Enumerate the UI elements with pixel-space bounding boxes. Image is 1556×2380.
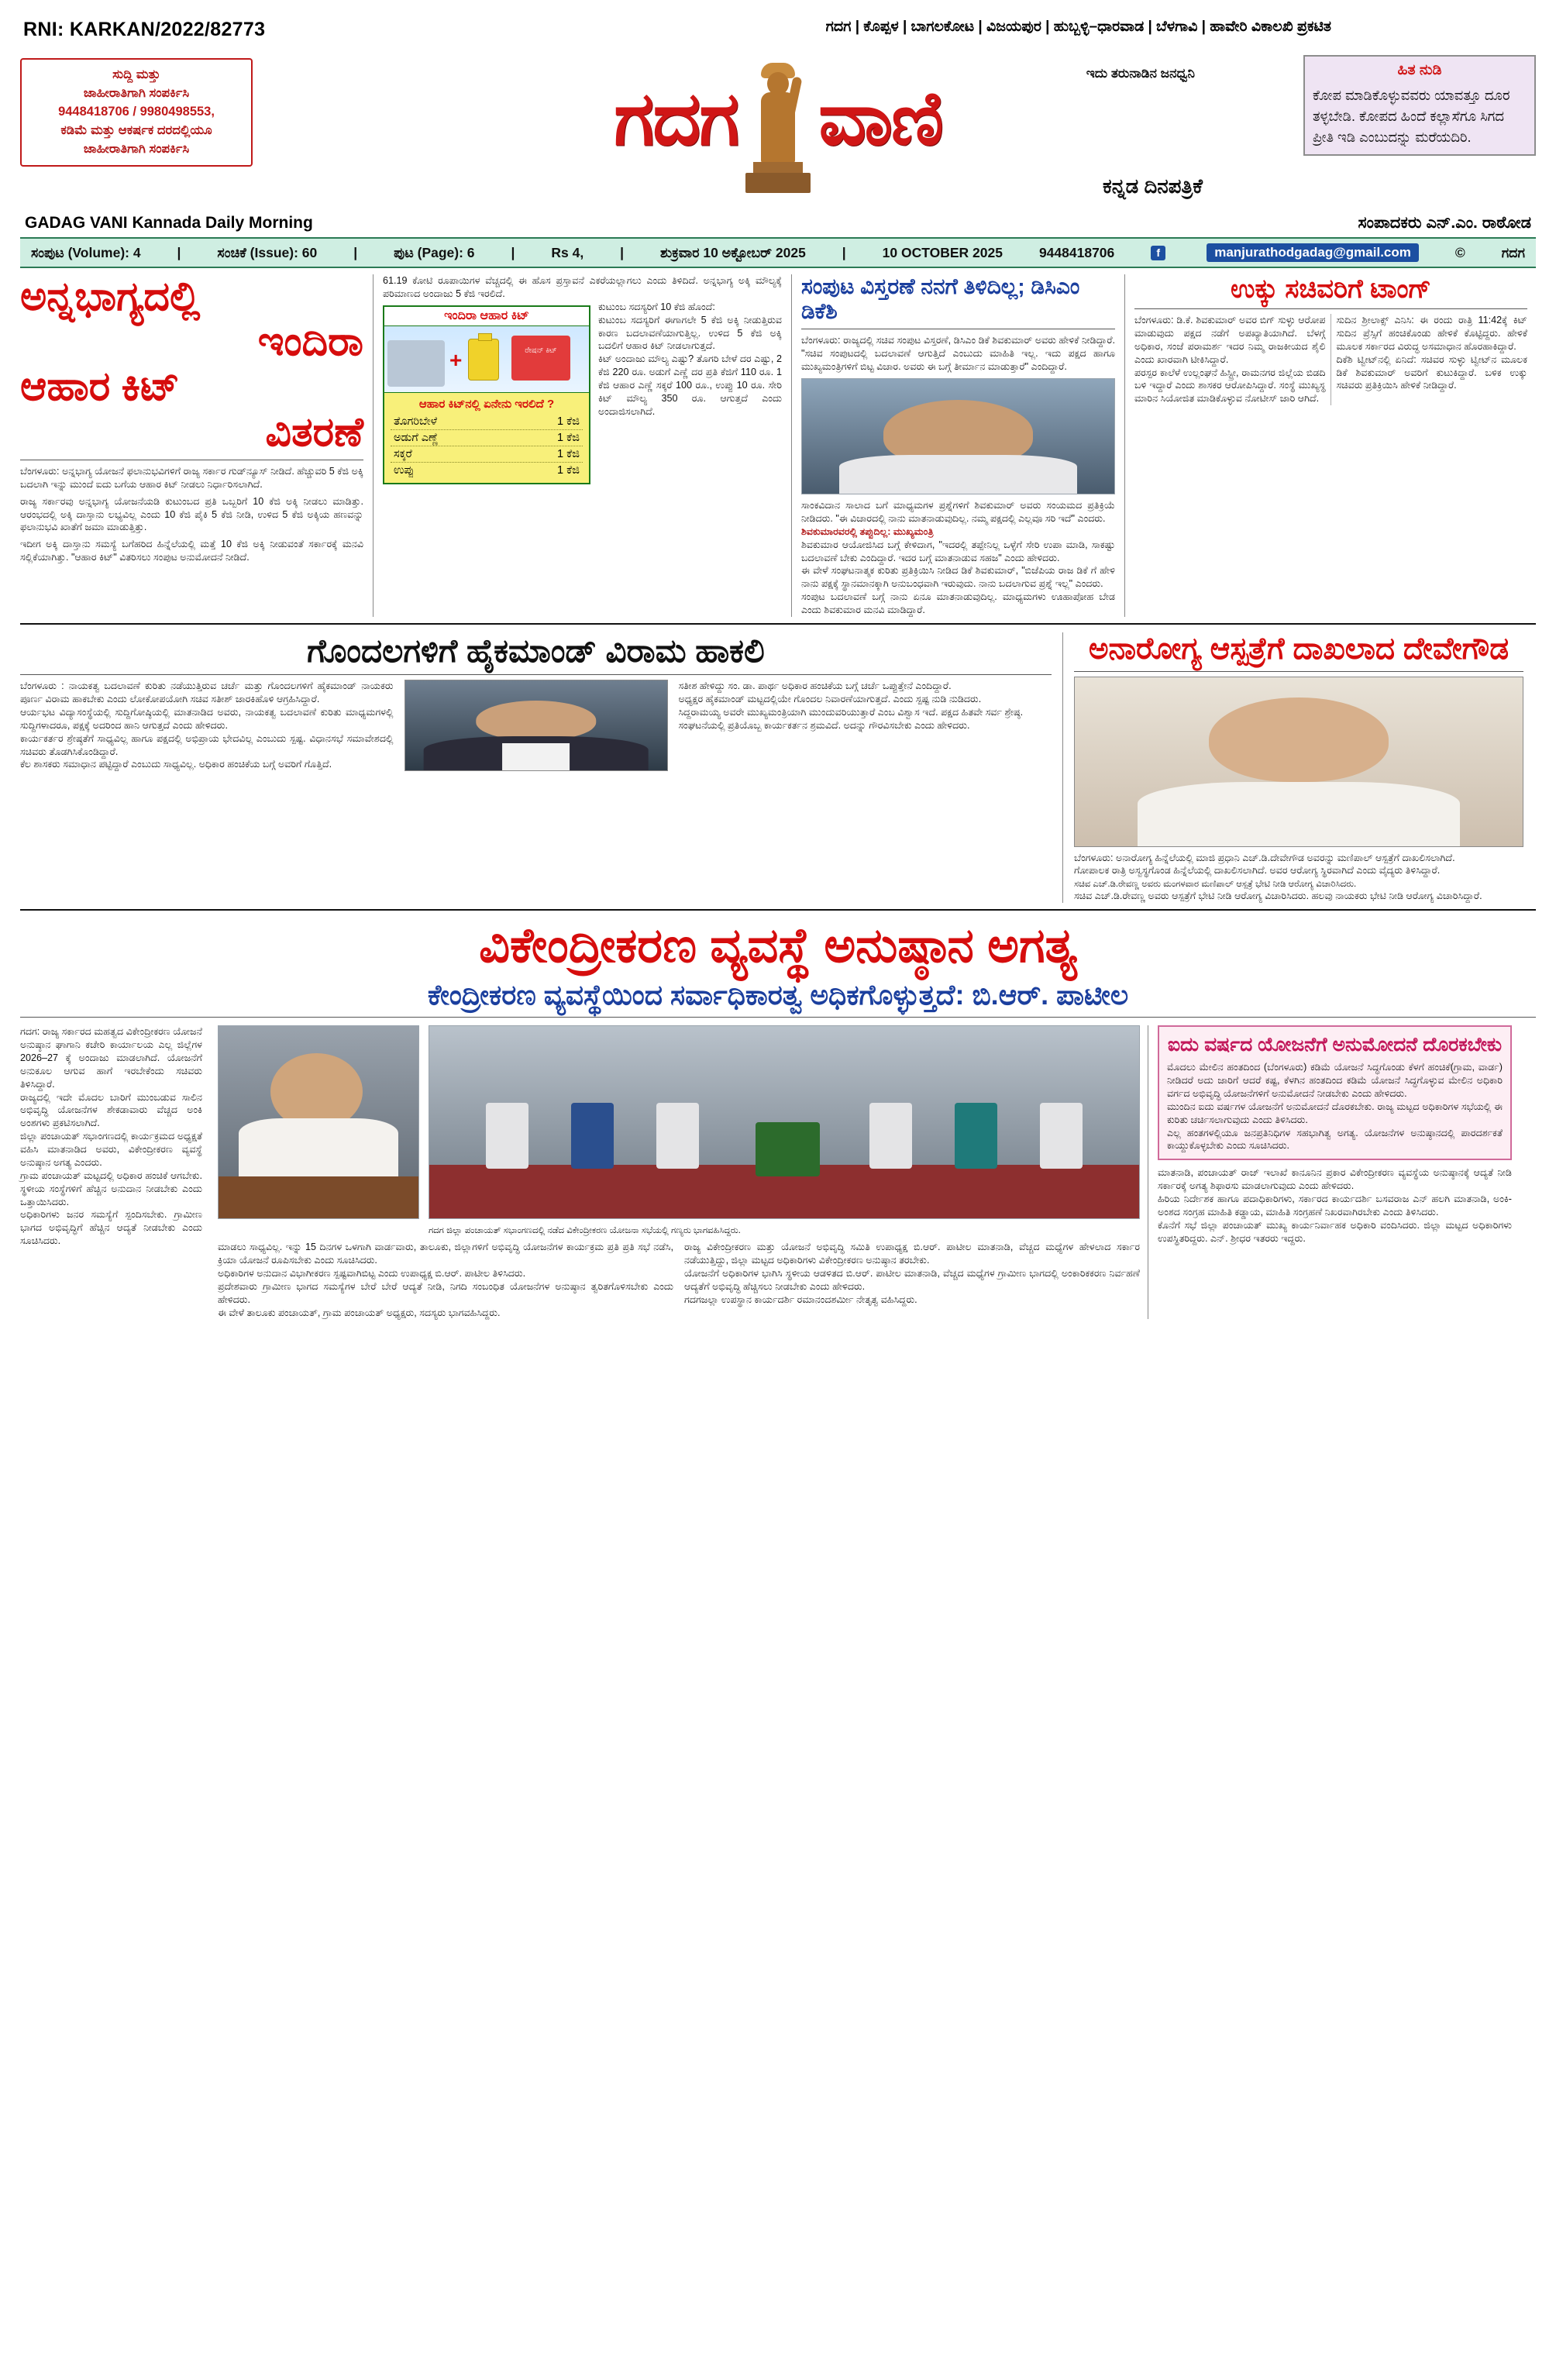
steel-body-0: ಬೆಂಗಳೂರು: ಡಿ.ಕೆ. ಶಿವಕುಮಾರ್ ಅವರ ಬಿಗ್ ಸುಳ್ಳು ಆರೋಪ ಮಾಡುವುದು ಪಕ್ಷದ ನಡೆಗೆ ಅಪಖ್ಯಾತಿಯಾಗಿದೆ. ಬೆಳಗ್ಗೆ ಅಧಿಕಾರ, ಸಂಜೆ ಪರಾಮರ್ಶ ಇದರ ನಿಮ್ಮ ರಾಜಕೀಯದ ಶೈಲಿ ಎಂದು ಖಾರವಾಗಿ ಟೀಕಿಸಿದ್ದಾರೆ. <box>1134 315 1326 365</box>
kit-item-1-qty: 1 ಕೆಜಿ <box>557 431 580 444</box>
dks-body-0: ಬೆಂಗಳೂರು: ರಾಜ್ಯದಲ್ಲಿ ಸಚಿವ ಸಂಪುಟ ವಿಸ್ತರಣೆ, ಡಿಸಿಎಂ ಡಿಕೆ ಶಿವಕುಮಾರ್ ಅವರು ಹೇಳಿಕೆ ನೀಡಿದ್ದಾರೆ. "ಸಚಿವ ಸಂಪುಟದಲ್ಲಿ ಬದಲಾವಣೆ ಆಗುತ್ತಿದೆ ಎಂಬುದು ಮಾಹಿತಿ ಇಲ್ಲ. ಇದು ಪಕ್ಷದ ಹಾಗೂ ಮುಖ್ಯಮಂತ್ರಿಗಳಿಗೆ ಬಿಟ್ಟ ವಿಚಾರ. ಅವರು ಈ ಬಗ್ಗೆ ತೀರ್ಮಾನ ಮಾಡುತ್ತಾರೆ" ಎಂದಿದ್ದಾರೆ. <box>801 335 1115 373</box>
editor-name: ಸಂಪಾದಕರು ಎನ್.ಎಂ. ರಾಠೋಡ <box>1358 214 1531 232</box>
top-strip <box>20 14 1536 43</box>
hit-nudi-title: ಹಿತ ನುಡಿ <box>1397 62 1442 78</box>
logo-word-2: ವಾಣಿ <box>818 77 942 161</box>
kit-question: ಆಹಾರ ಕಿಟ್‌ನಲ್ಲಿ ಏನೇನು ಇರಲಿದೆ ? <box>418 397 555 411</box>
dg-caption: ಸಚಿವ ಎಚ್.ಡಿ.ರೇವಣ್ಣ ಅವರು ಮಂಗಳವಾರ ಮಣಿಪಾಲ್ ಆಸ್ಪತ್ರೆ ಭೇಟಿ ನೀಡಿ ಆರೋಗ್ಯ ವಿಚಾರಿಸಿದರು. <box>1074 880 1357 890</box>
indira-food-kit-box <box>383 305 590 484</box>
sep5: | <box>842 244 846 260</box>
contact-line3: ಕಡಿಮೆ ಮತ್ತು ಆಕರ್ಷಕ ದರದಲ್ಲಿಯೂ ಜಾಹೀರಾತಿಗಾಗಿ ಸಂಪರ್ಕಿಸಿ <box>60 122 212 156</box>
logo-subtitle: ಕನ್ನಡ ದಿನಪತ್ರಿಕೆ <box>1103 174 1203 198</box>
dks-headline: ಸಂಪುಟ ವಿಸ್ತರಣೆ ನನಗೆ ತಿಳಿದಿಲ್ಲ; ಡಿಸಿಎಂ ಡಿಕೆಶಿ <box>801 274 1080 324</box>
kit-item-3-name: ಉಪ್ಪು <box>394 463 415 477</box>
anna-body-2: ಇದೀಗ ಅಕ್ಕಿ ದಾಸ್ತಾನು ಸಮಸ್ಯೆ ಬಗೆಹರಿದ ಹಿನ್ನೆಲೆಯಲ್ಲಿ ಮತ್ತೆ 10 ಕೆಜಿ ಅಕ್ಕಿ ನೀಡುವಂತೆ ಸರ್ಕಾರಕ್ಕೆ ಮನವಿ ಸಲ್ಲಿಕೆಯಾಗಿತ್ತು. "ಆಹಾರ ಕಿಟ್" ವಿತರಿಸಲು ಸಂಪುಟ ಅನುಮೋದನೆ ನೀಡಿದೆ. <box>20 539 363 563</box>
decentral-right-col <box>1148 1025 1512 1319</box>
dc-l-0: ಗದಗ: ರಾಜ್ಯ ಸರ್ಕಾರದ ಮಹತ್ವದ ವಿಕೇಂದ್ರೀಕರಣ ಯೋಜನೆ ಅನುಷ್ಠಾನ ಘಾಗಾನಿ ಕಚೇರಿ ಕಾರ್ಯಾಲಯ ಎಲ್ಲ ಜಿಲ್ಲೆಗಳ 2026–27 ಕ್ಕೆ ಅಂದಾಜು ಮಾಡಲಾಗಿದೆ. ಯೋಜನೆಗೆ ಅನುಕೂಲ ಆಗುವ ಹಾಗೆ ಇರಬೇಕೆಂದು ಸಚಿವರು ತಿಳಿಸಿದ್ದಾರೆ. <box>20 1026 202 1090</box>
speaker-podium-photo <box>218 1025 419 1219</box>
steel-body-1: ಪರಸ್ಪರ ಕಾಲೆಳೆ ಉಲ್ಲಂಘನೆ ಹಿಸ್ಟ್ರೀ, ರಾಮನಗರ ಜಿಲ್ಲೆಯ ಬಿಡದಿ ಬಳಿ ಇದ್ದಾರೆ ಎಂದು ಶಾಸಕರ ಆರೋಪಿಸಿದ್ದಾರೆ. ಸಂಸ್ಥೆ ಮುಖ್ಯಸ್ಥ ಮಾರಿನ ಸಿಯೋಜಿತ ಮಾಡಿಕೊಳ್ಳುವ ನೋಟೀಸ್ ಜಾರಿ ಆಗಿದೆ. <box>1134 367 1326 405</box>
kit-item-0 <box>391 414 583 430</box>
edition-list: ಗದಗ | ಕೊಪ್ಪಳ | ಬಾಗಲಕೋಟ | ವಿಜಯಪುರ | ಹುಬ್ಬಳ್ಳಿ–ಧಾರವಾಡ | ಬೆಳಗಾವಿ | ಹಾವೇರಿ ವಿಕಾಲಖಿ ಪ್ರಕಟಿತ <box>825 19 1331 35</box>
fy-tail-1: ಹಿರಿಯ ನಿರ್ದೇಶಕ ಹಾಗೂ ಪದಾಧಿಕಾರಿಗಳು, ಸರ್ಕಾರದ ಕಾರ್ಯದರ್ಶಿ ಬಸವರಾಜ ಎನ್ ಹಲಗಿ ಮಾತನಾಡಿ, ಅಂಕಿ-ಅಂಶದ ಸಂಗ್ರಹ ಮಾಹಿತಿ ಕಡ್ಡಾಯ, ಮಾಹಿತಿ ಸಂಗ್ರಹಣೆ ನಿಖರವಾಗಿರಬೇಕು ಎಂದು ತಿಳಿಸಿದರು. <box>1158 1193 1512 1218</box>
dks-sub-head: ಶಿವಕುಮಾರವರಲ್ಲಿ ತಪ್ಪುದಿಲ್ಲ: ಮುಖ್ಯಮಂತ್ರಿ <box>801 525 934 537</box>
dc-m2-1: ಯೋಜನೆಗೆ ಅಧಿಕಾರಿಗಳ ಭಾಗಿಸಿ ಸ್ಥಳೀಯ ಆಡಳಿತದ ಬಿ.ಆರ್. ಪಾಟೀಲ ಮಾತನಾಡಿ, ವೆಚ್ಚದ ಮಧ್ಯೆಗಳ ಗ್ರಾಮೀಣ ಭಾಗದಲ್ಲಿ ಅಂಕಾರಿಕಕರಣ ನಿರ್ವಹಣೆ ಆದ್ಯತೆಗೆ ಅಭಿವೃದ್ಧಿ ಹೆಚ್ಚಿಸಲು ನೀಡಬೇಕು ಎಂದು ಹೇಳಿದರು. <box>684 1267 1140 1292</box>
story-devegowda <box>1062 632 1523 903</box>
hc-c1-1: ಆರ್ಯಭಟ ವಿದ್ಯಾಸಂಸ್ಥೆಯಲ್ಲಿ ಸುದ್ದಿಗೋಷ್ಠಿಯಲ್ಲಿ ಮಾತನಾಡಿದ ಅವರು, ನಾಯಕತ್ವ ಬದಲಾವಣೆ ಕುರಿತು ಮಾಧ್ಯಮಗಳಲ್ಲಿ ಸುದ್ದಿಗಳಾದರೂ, ಪಕ್ಷಕ್ಕೆ ಅದರಿಂದ ಹಾನಿ ಆಗುತ್ತದೆ ಎಂದು ಹೇಳಿದರು. <box>20 706 394 731</box>
decentral-left-col <box>20 1025 210 1319</box>
hc-c2-3: ಸಂಘಟನೆಯಲ್ಲಿ ಪ್ರತಿಯೊಬ್ಬ ಕಾರ್ಯಕರ್ತನ ಶ್ರಮವಿದೆ. ಅದನ್ನು ಗೌರವಿಸಬೇಕು ಎಂದು ಹೇಳಿದರು. <box>678 719 970 731</box>
dc-l-3: ಗ್ರಾಮ ಪಂಚಾಯತ್ ಮಟ್ಟದಲ್ಲಿ ಅಧಿಕಾರ ಹಂಚಿಕೆ ಆಗಬೇಕು. ಸ್ಥಳೀಯ ಸಂಸ್ಥೆಗಳಿಗೆ ಹೆಚ್ಚಿನ ಅನುದಾನ ನೀಡಬೇಕು ಎಂದು ಒತ್ತಾಯಿಸಿದರು. <box>20 1169 202 1207</box>
contact-box <box>20 58 253 167</box>
kit-item-1 <box>391 430 583 446</box>
fy-tail-2: ಕೊನೆಗೆ ಸಭೆ ಜಿಲ್ಲಾ ಪಂಚಾಯತ್ ಮುಖ್ಯ ಕಾರ್ಯನಿರ್ವಾಹಕ ಅಧಿಕಾರಿ ವಂದಿಸಿದರು. ಜಿಲ್ಲಾ ಮಟ್ಟದ ಅಧಿಕಾರಿಗಳು ಉಪಸ್ಥಿತರಿದ್ದರು. ಎನ್. ಶ್ರೀಧರ ಇತರರು ಇದ್ದರು. <box>1158 1219 1512 1244</box>
decentral-headline: ವಿಕೇಂದ್ರೀಕರಣ ವ್ಯವಸ್ಥೆ ಅನುಷ್ಠಾನ ಅಗತ್ಯ <box>479 919 1077 973</box>
story-anna-kit-column <box>373 274 791 617</box>
kit-contents-list <box>384 393 589 483</box>
anna-body-1: ರಾಜ್ಯ ಸರ್ಕಾರವು ಅನ್ನಭಾಗ್ಯ ಯೋಜನೆಯಡಿ ಕುಟುಂಬದ ಪ್ರತಿ ಒಬ್ಬರಿಗೆ 10 ಕೆಜಿ ಅಕ್ಕಿ ನೀಡಲು ಮಾಡಿತ್ತು. ಆರಂಭದಲ್ಲಿ ಅಕ್ಕಿ ದಾಸ್ತಾನು ಲಭ್ಯವಿಲ್ಲ ಎಂದು 10 ಕೆಜಿ ಪೈಕಿ 5 ಕೆಜಿ ನೀಡಿ, ಉಳಿದ 5 ಕೆಜಿ ಅಕ್ಕಿಯ ಹಣವನ್ನು ಫಲಾನುಭವಿ ಖಾತೆಗೆ ಜಮಾ ಮಾಡುತ್ತಿತ್ತು. <box>20 495 363 533</box>
fb-page-name: ಗದಗ <box>1501 244 1525 260</box>
top-stories-row <box>20 274 1536 617</box>
anna-col3-body-1: ಕಿಟ್ ಅಂದಾಜು ಮೌಲ್ಯ ಎಷ್ಟು? ತೊಗರಿ ಬೇಳೆ ದರ ಎಷ್ಟು, 2 ಕೆಜಿ 220 ರೂ. ಅಡುಗೆ ಎಣ್ಣೆ ದರ ಪ್ರತಿ ಕೆಜಿಗೆ 110 ರೂ. 1 ಕೆಜಿ ಆಹಾರ ಎಣ್ಣೆ ಸಕ್ಕರೆ 100 ರೂ., ಉಪ್ಪು 10 ರೂ. ಸೇರಿ ಕಿಟ್ ಮೌಲ್ಯ 350 ರೂ. ಆಗುತ್ತದೆ ಎಂದು ಅಂದಾಜಿಸಲಾಗಿದೆ. <box>598 353 782 417</box>
kit-item-2 <box>391 446 583 463</box>
story-decentralisation <box>20 918 1536 1319</box>
dg-body-1: ಗೋಪಾಲಕ ರಾತ್ರಿ ಅಸ್ವಸ್ಥಗೊಂಡ ಹಿನ್ನೆಲೆಯಲ್ಲಿ ದಾಖಲಿಸಲಾಗಿದೆ. ಅವರ ಆರೋಗ್ಯ ಸ್ಥಿರವಾಗಿದೆ ಎಂದು ವೈದ್ಯರು ತಿಳಿಸಿದ್ದಾರೆ. <box>1074 865 1441 877</box>
anna-headline-l2: ಇಂದಿರಾ <box>257 319 363 365</box>
devegowda-headline: ಅನಾರೋಗ್ಯ ಆಸ್ಪತ್ರೆಗೆ ದಾಖಲಾದ ದೇವೇಗೌಡ <box>1088 632 1510 666</box>
fy-p-2: ಎಲ್ಲ ಹಂತಗಳಲ್ಲಿಯೂ ಜನಪ್ರತಿನಿಧಿಗಳ ಸಹಭಾಗಿತ್ವ ಅಗತ್ಯ. ಯೋಜನೆಗಳ ಅನುಷ್ಠಾನದಲ್ಲಿ ಪಾರದರ್ಶಕತೆ ಕಾಯ್ದುಕೊಳ್ಳಬೇಕು ಎಂದು ಸೂಚಿಸಿದರು. <box>1167 1127 1503 1152</box>
anna-headline-l3: ಆಹಾರ ಕಿಟ್ <box>20 364 180 410</box>
five-year-plan-box <box>1158 1025 1512 1160</box>
date-kannada: ಶುಕ್ರವಾರ 10 ಅಕ್ಟೋಬರ್ 2025 <box>660 244 806 260</box>
hit-nudi-text: ಕೋಪ ಮಾಡಿಕೊಳ್ಳುವವರು ಯಾವತ್ತೂ ದೂರ ತಳ್ಳಬೇಡಿ. ಕೋಪದ ಹಿಂದೆ ಕಲ್ಲಾಸೆಗೂ ಸಿಗದ ಪ್ರೀತಿ ಇಡಿ ಎಂಬುದನ್ನು ಮರೆಯದಿರಿ. <box>1313 87 1510 145</box>
dc-m2-2: ಗದಗಜಲ್ಲಾ ಉಪಸ್ಥಾನ ಕಾರ್ಯದರ್ಶಿ ರಮಾನಂದಶರ್ಮೀ ನೇತೃತ್ವ ವಹಿಸಿದ್ದರು. <box>684 1293 917 1305</box>
info-bar <box>20 237 1536 268</box>
anna-col3-head: ಕುಟುಂಬ ಸದಸ್ಯರಿಗೆ 10 ಕೆಜಿ ಹೊಂದೆ: <box>598 301 715 312</box>
rni-number: RNI: KARKAN/2022/82773 <box>23 19 266 40</box>
hc-c2-0: ಸತೀಶ ಹೇಳಿದ್ದು ಸಂ. ಡಾ. ಪಾರ್ಥ ಅಧಿಕಾರ ಹಂಚಿಕೆಯ ಬಗ್ಗೆ ಚರ್ಚೆ ಒಪ್ಪುತ್ತೇನೆ ಎಂದಿದ್ದಾರೆ. <box>678 680 952 692</box>
decentral-mid-col <box>210 1025 1148 1319</box>
dc-m1-3: ಈ ವೇಳೆ ತಾಲೂಕು ಪಂಚಾಯತ್, ಗ್ರಾಮ ಪಂಚಾಯತ್ ಅಧ್ಯಕ್ಷರು, ಸದಸ್ಯರು ಭಾಗವಹಿಸಿದ್ದರು. <box>218 1307 501 1318</box>
hc-c1-0: ಬೆಂಗಳೂರು : ನಾಯಕತ್ವ ಬದಲಾವಣೆ ಕುರಿತು ನಡೆಯುತ್ತಿರುವ ಚರ್ಚೆ ಮತ್ತು ಗೊಂದಲಗಳಿಗೆ ಹೈಕಮಾಂಡ್ ನಾಯಕರು ಪೂರ್ಣ ವಿರಾಮ ಹಾಕಬೇಕು ಎಂದು ಲೋಕೋಪಯೋಗಿ ಸಚಿವ ಸತೀಶ್ ಜಾರಕಿಹೊಳಿ ಆಗ್ರಹಿಸಿದ್ದಾರೆ. <box>20 680 394 705</box>
hc-c2-2: ಸಿದ್ದರಾಮಯ್ಯ ಅವರೇ ಮುಖ್ಯಮಂತ್ರಿಯಾಗಿ ಮುಂದುವರಿಯುತ್ತಾರೆ ಎಂಬ ವಿಶ್ವಾಸ ಇದೆ. ಪಕ್ಷದ ಹಿತವೇ ಸರ್ವ ಶ್ರೇಷ್ಠ. <box>678 706 1024 718</box>
english-title: GADAG VANI Kannada Daily Morning <box>25 214 313 232</box>
story-steel-minister <box>1124 274 1527 617</box>
logo-tagline: ಇದು ತರುನಾಡಿನ ಜನಧ್ವನಿ <box>1086 66 1195 81</box>
ration-kit-pack-label: ರೇಷನ್ ಕಿಟ್ <box>511 336 570 381</box>
story-anna-bhagya <box>20 274 373 617</box>
dc-l-2: ಜಿಲ್ಲಾ ಪಂಚಾಯತ್ ಸಭಾಂಗಣದಲ್ಲಿ ಕಾರ್ಯಕ್ರಮದ ಅಧ್ಯಕ್ಷತೆ ವಹಿಸಿ ಮಾತನಾಡಿದ ಅವರು, ವಿಕೇಂದ್ರೀಕರಣ ವ್ಯವಸ್ಥೆ ಅನುಷ್ಠಾನ ಅಗತ್ಯ ಎಂದರು. <box>20 1131 202 1168</box>
event-stage-photo <box>429 1025 1140 1219</box>
steel-headline: ಉಕ್ಕು ಸಚಿವರಿಗೆ ಟಾಂಗ್ <box>1231 274 1431 304</box>
anna-lead: ಬೆಂಗಳೂರು: ಅನ್ನಭಾಗ್ಯ ಯೋಜನೆ ಫಲಾನುಭವಿಗಳಿಗೆ ರಾಜ್ಯ ಸರ್ಕಾರ ಗುಡ್‌ನ್ಯೂಸ್ ನೀಡಿದೆ. ಹೆಚ್ಚುವರಿ 5 ಕೆಜಿ ಅಕ್ಕಿ ಬದಲಾಗಿ ಇನ್ನು ಮುಂದೆ ಐದು ಬಗೆಯ ಆಹಾರ ಕಿಟ್ ನೀಡಲು ನಿರ್ಧಾರಿಸಲಾಗಿದೆ. <box>20 465 363 490</box>
dg-body-0: ಬೆಂಗಳೂರು: ಅನಾರೋಗ್ಯ ಹಿನ್ನೆಲೆಯಲ್ಲಿ ಮಾಜಿ ಪ್ರಧಾನಿ ಎಚ್.ಡಿ.ದೇವೇಗೌಡ ಅವರನ್ನು ಮಣಿಪಾಲ್ ಆಸ್ಪತ್ರೆಗೆ ದಾಖಲಿಸಲಾಗಿದೆ. <box>1074 852 1455 863</box>
dks-sub-1: ಈ ವೇಳೆ ಸಂಘಟನಾತ್ಮಕ ಕುರಿತು ಪ್ರತಿಕ್ರಿಯಿಸಿ ನೀಡಿದ ಡಿಕೆ ಶಿವಕುಮಾರ್, "ಬಿಜೆಪಿಯ ರಾಜ ಡಿಕೆ ಗೆ ಹೇಳಿ ನಾನು ಪಕ್ಷಕ್ಕೆ ಸ್ಥಾನಮಾನಕ್ಕಾಗಿ ಅನುಬಂಧವಾಗಿ ಇರುವುದು. ನಾನು ಬದಲಾಗುವ ಪ್ರಶ್ನೆ ಇಲ್ಲ" ಎಂದರು. <box>801 565 1115 590</box>
dc-l-4: ಅಧಿಕಾರಿಗಳು ಜನರ ಸಮಸ್ಯೆಗೆ ಸ್ಪಂದಿಸಬೇಕು. ಗ್ರಾಮೀಣ ಭಾಗದ ಅಭಿವೃದ್ಧಿಗೆ ಹೆಚ್ಚಿನ ಆದ್ಯತೆ ನೀಡಬೇಕು ಎಂದು ಸೂಚಿಸಿದರು. <box>20 1209 202 1247</box>
fy-p-1: ಮುಂದಿನ ಐದು ವರ್ಷಗಳ ಯೋಜನೆಗೆ ಅನುಮೋದನೆ ದೊರಕಬೇಕು. ರಾಜ್ಯ ಮಟ್ಟದ ಅಧಿಕಾರಿಗಳ ಸಭೆಯಲ್ಲಿ ಈ ಕುರಿತು ಚರ್ಚಿಸಲಾಗುವುದು ಎಂದು ತಿಳಿಸಿದರು. <box>1167 1100 1503 1125</box>
kit-item-0-name: ತೊಗರಿಬೇಳೆ <box>394 415 438 428</box>
hc-c2-1: ಅಧ್ಯಕ್ಷರ ಹೈಕಮಾಂಡ್ ಮಟ್ಟದಲ್ಲಿಯೇ ಗೊಂದಲ ನಿವಾರಣೆಯಾಗುತ್ತದೆ. ಎಂದು ಸ್ಪಷ್ಟ ನುಡಿ ನುಡಿದರು. <box>678 694 982 705</box>
dks-body-1: ಸಾಂಕವಿದಾನ ಸಾಲಾದ ಬಗೆ ಮಾಧ್ಯಮಗಳ ಪ್ರಶ್ನೆಗಳಿಗೆ ಶಿವಕುಮಾರ್ ಅವರು ಸಂಯಮದ ಪ್ರತಿಕ್ರಿಯೆ ನೀಡಿದರು. "ಈ ವಿಚಾರದಲ್ಲಿ ನಾನು ಮಾತನಾಡುವುದಿಲ್ಲ. ನಮ್ಮ ಪಕ್ಷದಲ್ಲಿ ಎಲ್ಲವೂ ಸರಿ ಇದೆ" ಎಂದರು. <box>801 500 1115 524</box>
contact-phones: 9448418706 / 9980498553, <box>58 104 215 119</box>
fy-p-0: ಮೊದಲು ಮೇಲಿನ ಹಂತದಿಂದ (ಬೆಂಗಳೂರು) ಕಡಿಮೆ ಯೋಜನೆ ಸಿದ್ಧಗೊಂಡು ಕೆಳಗೆ ಹಂಚಿಕೆ(ಗ್ರಾಮ, ವಾರ್ಡ) ನೀಡಿದರೆ ಅದು ಜಾರಿಗೆ ಆದರೆ ಕಷ್ಟ, ಕೆಳಗಿನ ಹಂತದಿಂದ ಕಡಿಮೆ ಯೋಜನೆ ಸಿದ್ಧಗೊಳ್ಳುವ ಮೇಲಿನ ಅಧಿಕಾರಿ ವರ್ಗದ ಅಭಿವೃದ್ಧಿ ಯೋಜನೆಗಳಿಗೆ ಅನುಮೋದನೆ ನೀಡಬೇಕು ಎಂದು ಹೇಳಿದರು. <box>1167 1062 1503 1099</box>
under-masthead <box>20 212 1536 237</box>
contact-line1: ಸುದ್ದಿ ಮತ್ತು <box>112 67 160 81</box>
story-highcommand <box>20 632 1062 903</box>
anna-headline-l4: ವಿತರಣೆ <box>265 409 363 455</box>
kit-item-2-name: ಸಕ್ಕರೆ <box>394 447 412 460</box>
anna-headline-l1: ಅನ್ನಭಾಗ್ಯದಲ್ಲಿ <box>20 274 201 319</box>
statue-illustration <box>741 46 815 193</box>
five-year-title: ಐದು ವರ್ಷದ ಯೋಜನೆಗೆ ಅನುಮೋದನೆ ದೊರಕಬೇಕು <box>1167 1034 1503 1056</box>
decentral-photo-caption: ಗದಗ ಜಿಲ್ಲಾ ಪಂಚಾಯತ್ ಸಭಾಂಗಣದಲ್ಲಿ ನಡೆದ ವಿಕೇಂದ್ರೀಕರಣ ಯೋಜನಾ ಸಭೆಯಲ್ಲಿ ಗಣ್ಯರು ಭಾಗವಹಿಸಿದ್ದರು. <box>429 1226 741 1236</box>
anna-col3-body-0: ಕುಟುಂಬ ಸದಸ್ಯರಿಗೆ ಈಗಾಗಲೇ 5 ಕೆಜಿ ಅಕ್ಕಿ ನೀಡುತ್ತಿರುವ ಕಾರಣ ಬದಲಾವಣೆಯಾಗುತ್ತಿಲ್ಲ. ಉಳಿದ 5 ಕೆಜಿ ಅಕ್ಕಿ ಬದಲಿಗೆ ಆಹಾರ ಕಿಟ್ ನೀಡಲಾಗುತ್ತದೆ. <box>598 314 782 352</box>
masthead <box>20 46 1536 212</box>
dc-m1-0: ಮಾಡಲು ಸಾಧ್ಯವಿಲ್ಲ. ಇನ್ನು 15 ದಿನಗಳ ಒಳಗಾಗಿ ವಾರ್ಡವಾರು, ತಾಲೂಕು, ಜಿಲ್ಲಾಗಳಿಗೆ ಅಭಿವೃದ್ಧಿ ಯೋಜನೆಗಳ ಕಾರ್ಯಕ್ರಮ ಪ್ರತಿ ಪ್ರತಿ ಸಭೆ ನಡೆಸಿ, ಕ್ರಿಯಾ ಯೋಜನೆ ರೂಪಿಸಬೇಕು ಎಂದು ಸೂಚಿಸಿದರು. <box>218 1242 673 1266</box>
hc-c1-2: ಕಾರ್ಯಕರ್ತರ ಶ್ರೇಷ್ಠತೆಗೆ ಸಾಧ್ಯವಿಲ್ಲ ಹಾಗೂ ಪಕ್ಷದಲ್ಲಿ ಅಭಿಪ್ರಾಯ ಭೇದವಿಲ್ಲ ಎಂಬುದು ಸ್ಪಷ್ಟ. ವಿಧಾನಸಭೆ ಸಮಾವೇಶದಲ್ಲಿ ಸಚಿವರು ತೊಡಗಿಸಿಕೊಂಡಿದ್ದಾರೆ. <box>20 732 394 757</box>
kit-item-3 <box>391 463 583 478</box>
fy-tail-0: ಮಾತನಾಡಿ, ಪಂಚಾಯತ್ ರಾಜ್ ಇಲಾಖೆ ಕಾನೂನಿನ ಪ್ರಕಾರ ವಿಕೇಂದ್ರೀಕರಣ ವ್ಯವಸ್ಥೆಯ ಅನುಷ್ಠಾನಕ್ಕೆ ಆದ್ಯತೆ ನೀಡಿ ಸರ್ಕಾರಕ್ಕೆ ಅಗತ್ಯ ಶಿಫಾರಸು ಮಾಡಲಾಗುವುದು ಎಂದು ಹೇಳಿದರು. <box>1158 1167 1512 1192</box>
kit-item-0-qty: 1 ಕೆಜಿ <box>557 415 580 428</box>
contact-line2: ಜಾಹೀರಾತಿಗಾಗಿ ಸಂಪರ್ಕಿಸಿ <box>83 85 190 100</box>
price-label: Rs 4, <box>551 244 584 260</box>
kit-title: ಇಂದಿರಾ ಆಹಾರ ಕಿಟ್ <box>384 307 589 326</box>
sep2: | <box>353 244 358 260</box>
second-stories-row <box>20 632 1536 903</box>
facebook-icon[interactable]: f <box>1151 246 1165 260</box>
dg-body-2: ಸಚಿವ ಎಚ್.ಡಿ.ರೇವಣ್ಣ ಅವರು ಆಸ್ಪತ್ರೆಗೆ ಭೇಟಿ ನೀಡಿ ಆರೋಗ್ಯ ವಿಚಾರಿಸಿದರು. ಹಲವು ನಾಯಕರು ಭೇಟಿ ನೀಡಿ ಆರೋಗ್ಯ ವಿಚಾರಿಸಿದ್ದಾರೆ. <box>1074 890 1482 902</box>
sep3: | <box>511 244 515 260</box>
hc-c1-3: ಕೆಲ ಶಾಸಕರು ಸಮಾಧಾನ ಪಟ್ಟಿದ್ದಾರೆ ಎಂಬುದು ಸಾಧ್ಯವಿಲ್ಲ. ಅಧಿಕಾರ ಹಂಚಿಕೆಯ ಬಗ್ಗೆ ಅವರಿಗೆ ಗೊತ್ತಿದೆ. <box>20 759 332 770</box>
hit-nudi-box <box>1303 55 1536 156</box>
issue-label: ಸಂಚಿಕೆ (Issue): 60 <box>217 244 318 260</box>
copyright-icon: © <box>1454 244 1465 260</box>
kit-illustration: + ರೇಷನ್ ಕಿಟ್ <box>384 326 589 393</box>
contact-phone: 9448418706 <box>1038 244 1115 260</box>
highcommand-headline: ಗೊಂದಲಗಳಿಗೆ ಹೈಕಮಾಂಡ್ ವಿರಾಮ ಹಾಕಲಿ <box>307 632 765 669</box>
email-link[interactable]: manjurathodgadag@gmail.com <box>1207 243 1419 262</box>
logo-word-1: ಗದಗ <box>614 77 738 161</box>
dc-m1-2: ಪ್ರದೇಶವಾರು ಗ್ರಾಮೀಣ ಭಾಗದ ಸಮಸ್ಯೆಗಳ ಬೇರೆ ಬೇರೆ ಆದ್ಯತೆ ನೀಡಿ, ನಿಗದಿ ಸಂಬಂಧಿತ ಯೋಜನೆಗಳ ಅನುಷ್ಠಾನ ತ್ವರಿತಗೊಳಿಸಬೇಕು ಎಂದು ಹೇಳಿದರು. <box>218 1280 673 1305</box>
dks-sub-0: ಶಿವಕುಮಾರ ಆಯೋಜಿಸಿದ ಬಗ್ಗೆ ಕೇಳಿದಾಗ, "ಇದರಲ್ಲಿ ತಪ್ಪೇನಿಲ್ಲ ಒಳ್ಳೆಗೆ ಸೇರಿ ಉಪಾ ಮಾಡಿ, ಸಾಕಷ್ಟು ಬದಲಾವಣೆ ಬೇಕು ಎಂದಿದ್ದಾರೆ. ಇದರ ಬಗ್ಗೆ ಮಾತನಾಡುವ ಸಹಜ" ಎಂದು ಹೇಳಿದರು. <box>801 539 1115 563</box>
steel-body-2: ಸುದಿನ ಶ್ರೀಲಾಕ್ಸ್ ಎನಿಸಿ: ಈ ರಂದು ರಾತ್ರಿ 11:42ಕ್ಕೆ ಕಿಟ್ ಸುದಿನ ಪ್ರೆಸ್ಸಿಗೆ ಹಂಚಿಕೊಂಡು ಹೇಳಿಕೆ ಕೊಟ್ಟಿದ್ದರು. ಹೇಳಿಕೆ ಮೂಲಕ ಸರ್ಕಾರದ ವಿರುದ್ಧ ಅಸಮಾಧಾನ ಹೊರಹಾಕಿದ್ದಾರೆ. <box>1336 315 1527 352</box>
kit-item-3-qty: 1 ಕೆಜಿ <box>557 463 580 477</box>
sep4: | <box>620 244 625 260</box>
dks-photo <box>801 378 1115 494</box>
steel-body-3: ದಿಕೆಶಿ ಟ್ವೀಟ್‌ನಲ್ಲಿ ಏನಿದೆ: ಸಚಿವರ ಸುಳ್ಳು ಟ್ವೀಟ್‌ನ ಮೂಲಕ ಡಿಕೆ ಶಿವಕುಮಾರ್ ಅವರಿಗೆ ಕುಟುಕಿದ್ದಾರೆ. ಬಳಿಕ ಉಕ್ಕು ಸಚಿವರು ಪ್ರತಿಕ್ರಿಯಿಸಿ ಹೇಳಿಕೆ ನೀಡಿದ್ದಾರೆ. <box>1336 353 1527 391</box>
sep1: | <box>177 244 181 260</box>
decentral-subheadline: ಕೇಂದ್ರೀಕರಣ ವ್ಯವಸ್ಥೆಯಿಂದ ಸರ್ವಾಧಿಕಾರತ್ವ ಅಧಿಕಗೊಳ್ಳುತ್ತದೆ: ಬಿ.ಆರ್. ಪಾಟೀಲ <box>427 979 1129 1011</box>
kit-item-1-name: ಅಡುಗೆ ಎಣ್ಣೆ <box>394 431 439 444</box>
page-label: ಪುಟ (Page): 6 <box>394 244 475 260</box>
logo-area <box>253 46 1303 198</box>
devegowda-photo <box>1074 677 1523 847</box>
date-english: 10 OCTOBER 2025 <box>882 244 1003 260</box>
volume-label: ಸಂಪುಟ (Volume): 4 <box>31 244 141 260</box>
dc-l-1: ರಾಜ್ಯದಲ್ಲಿ ಇದೇ ಮೊದಲ ಬಾರಿಗೆ ಮುಂಬಡುವ ಸಾಲಿನ ಅಭಿವೃದ್ಧಿ ಯೋಜನೆಗಳ ಶೇಕಡಾವಾರು ವೆಚ್ಚದ ಅಂಕಿ ಅಂಶಗಳು ಪ್ರಕಟಿಸಲಾಗಿದೆ. <box>20 1091 202 1129</box>
story-cabinet-dks <box>791 274 1124 617</box>
dc-m1-1: ಅಧಿಕಾರಿಗಳ ಅನುದಾನ ವಿಭಾಗೀಕರಣ ಸ್ಪಷ್ಟವಾಗಿಬಿಟ್ಟ ಎಂದು ಉಪಾಧ್ಯಕ್ಷ ಬಿ.ಆರ್. ಪಾಟೀಲ ತಿಳಿಸಿದರು. <box>218 1267 526 1279</box>
dc-m2-0: ರಾಜ್ಯ ವಿಕೇಂದ್ರೀಕರಣ ಮತ್ತು ಯೋಜನೆ ಅಭಿವೃದ್ಧಿ ಸಮಿತಿ ಉಪಾಧ್ಯಕ್ಷ ಬಿ.ಆರ್. ಪಾಟೀಲ ಮಾತನಾಡಿ, ವೆಚ್ಚದ ಮಧ್ಯೆಗಳ ಹೇಳಲಾದ ಸರ್ಕಾರ ನಡೆಯುತ್ತಿದ್ದು, ಜಿಲ್ಲಾ ಮಟ್ಟದ ಅಧಿಕಾರಿಗಳು ವಿಕೇಂದ್ರೀಕರಣ ಅನುಷ್ಠಾನ ತರಬೇಕು. <box>684 1242 1140 1266</box>
anna-body-0: 61.19 ಕೋಟಿ ರೂಪಾಯಿಗಳ ವೆಚ್ಚದಲ್ಲಿ ಈ ಹೊಸ ಪ್ರಸ್ತಾವನೆ ಎಕರೆಯಲ್ಲಾಗಲು ಎಂದು ತಿಳಿದಿದೆ. ಅನ್ನಭಾಗ್ಯ ಅಕ್ಕಿ ಮೌಲ್ಯಕ್ಕೆ ಪರಿಮಾಣದ ಅಂದಾಜು 5 ಕೆಜಿ ಇರಲಿದೆ. <box>383 275 782 299</box>
satish-jarkiholi-photo <box>404 680 668 771</box>
kit-item-2-qty: 1 ಕೆಜಿ <box>557 447 580 460</box>
dks-sub-2: ಸಂಪುಟ ಬದಲಾವಣೆ ಬಗ್ಗೆ ನಾನು ಏನೂ ಮಾತನಾಡುವುದಿಲ್ಲ. ಮಾಧ್ಯಮಗಳು ಊಹಾಪೋಹ ಬೇಡ ಎಂದು ಶಿವಕುಮಾರ ಮನವಿ ಮಾಡಿದ್ದಾರೆ. <box>801 591 1115 615</box>
